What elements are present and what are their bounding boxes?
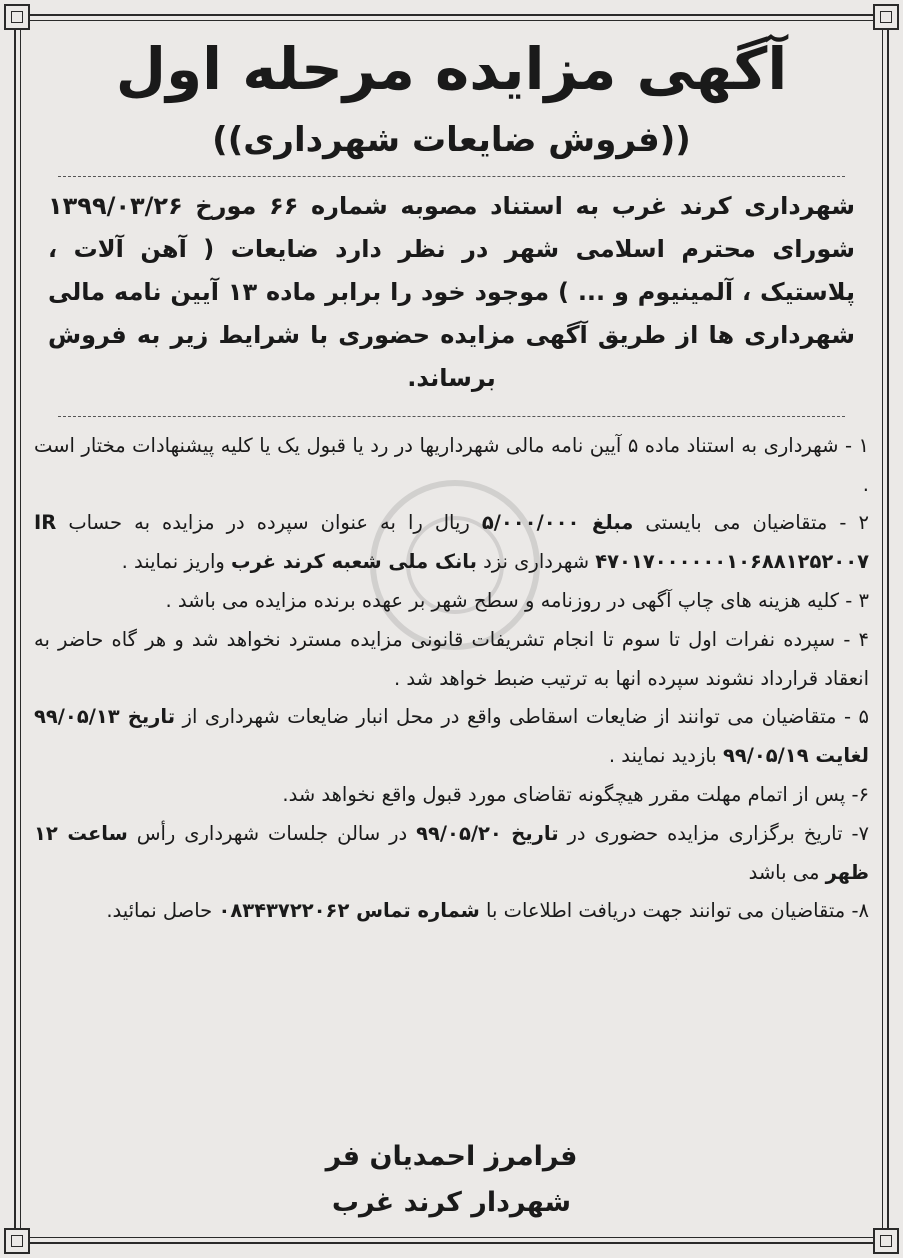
corner-ornament bbox=[873, 1228, 899, 1254]
item-text-bold: بانک ملی شعبه کرند غرب bbox=[230, 550, 477, 574]
item-text: بازدید نمایند . bbox=[608, 744, 723, 768]
divider bbox=[58, 416, 845, 417]
intro-paragraph: شهرداری کرند غرب به استناد مصوبه شماره ۶۶ مورخ ۱۳۹۹/۰۳/۲۶ شورای محترم اسلامی شهر در نظر دارد ضایعات ( آهن آلات ، پلاستیک ، آلمینیوم و ... ) موجود خود را برابر ماده ۱۳ آیین نامه مالی شهرداری ها از طریق آگهی مزایده حضوری با شرایط زیر به فروش برساند. bbox=[48, 191, 856, 392]
corner-ornament bbox=[873, 4, 899, 30]
item-text: می باشد bbox=[748, 860, 826, 884]
item-number: ۷- bbox=[851, 821, 869, 845]
item-text: واریز نمایند . bbox=[121, 550, 231, 574]
item-text: در سالن جلسات شهرداری رأس bbox=[127, 821, 417, 845]
item-text: تاریخ برگزاری مزایده حضوری در bbox=[558, 821, 852, 845]
item-text: ریال را به عنوان سپرده در مزایده به حساب bbox=[56, 511, 482, 535]
signatory-role: شهردار کرند غرب bbox=[331, 1187, 572, 1218]
list-item bbox=[34, 776, 869, 815]
item-text-bold: ساعت ۱۲ ظهر bbox=[34, 821, 869, 884]
item-text-bold: تاریخ ۹۹/۰۵/۱۳ لغایت ۹۹/۰۵/۱۹ bbox=[34, 705, 869, 768]
list-item bbox=[34, 427, 869, 505]
item-text-bold: مبلغ ۵/۰۰۰/۰۰۰ bbox=[481, 511, 634, 535]
item-number: ۱ - bbox=[844, 433, 869, 457]
conditions-list bbox=[34, 427, 869, 931]
list-item bbox=[34, 504, 869, 582]
item-text: متقاضیان می بایستی bbox=[633, 511, 840, 535]
item-text: کلیه هزینه های چاپ آگهی در روزنامه و سطح شهر بر عهده برنده مزایده می باشد . bbox=[165, 588, 846, 612]
item-text-bold: IR ۴۷۰۱۷۰۰۰۰۰۰۱۰۶۸۸۱۲۵۲۰۰۷ bbox=[34, 511, 869, 574]
item-number: ۵ - bbox=[843, 705, 869, 729]
list-item bbox=[34, 582, 869, 621]
list-item bbox=[34, 892, 869, 931]
item-number: ۳ - bbox=[845, 588, 869, 612]
announcement bbox=[34, 34, 869, 1224]
item-number: ۸- bbox=[851, 899, 869, 923]
page-subtitle: ((فروش ضایعات شهرداری)) bbox=[212, 119, 691, 160]
item-number: ۲ - bbox=[839, 511, 869, 535]
list-item bbox=[34, 698, 869, 776]
item-text: متقاضیان می توانند جهت دریافت اطلاعات با bbox=[479, 899, 852, 923]
item-text-bold: شماره تماس ۰۸۳۴۳۷۲۲۰۶۲ bbox=[218, 899, 480, 923]
item-text: شهرداری نزد bbox=[476, 550, 596, 574]
signature-block bbox=[34, 1134, 869, 1226]
item-text: حاصل نمائید. bbox=[106, 899, 219, 923]
list-item bbox=[34, 815, 869, 893]
corner-ornament bbox=[4, 1228, 30, 1254]
item-number: ۴ - bbox=[843, 627, 869, 651]
corner-ornament bbox=[4, 4, 30, 30]
item-text: پس از اتمام مهلت مقرر هیچگونه تقاضای مورد قبول واقع نخواهد شد. bbox=[282, 782, 852, 806]
divider bbox=[58, 176, 845, 177]
item-text: متقاضیان می توانند از ضایعات اسقاطی واقع در محل انبار ضایعات شهرداری از bbox=[175, 705, 844, 729]
item-number: ۶- bbox=[851, 782, 869, 806]
item-text: سپرده نفرات اول تا سوم تا انجام تشریفات قانونی مزایده مسترد نخواهد شد و هر گاه حاضر به انعقاد قرارداد نشوند سپرده انها به ترتیب ضبط خواهد شد . bbox=[34, 627, 869, 690]
page-title: آگهی مزایده مرحله اول bbox=[115, 35, 788, 103]
list-item bbox=[34, 621, 869, 699]
signatory-name: فرامرز احمدیان فر bbox=[325, 1141, 578, 1172]
item-text: شهرداری به استناد ماده ۵ آیین نامه مالی شهرداریها در رد یا قبول یک یا کلیه پیشنهادات مختار است . bbox=[34, 433, 869, 496]
item-text-bold: تاریخ ۹۹/۰۵/۲۰ bbox=[416, 821, 559, 845]
